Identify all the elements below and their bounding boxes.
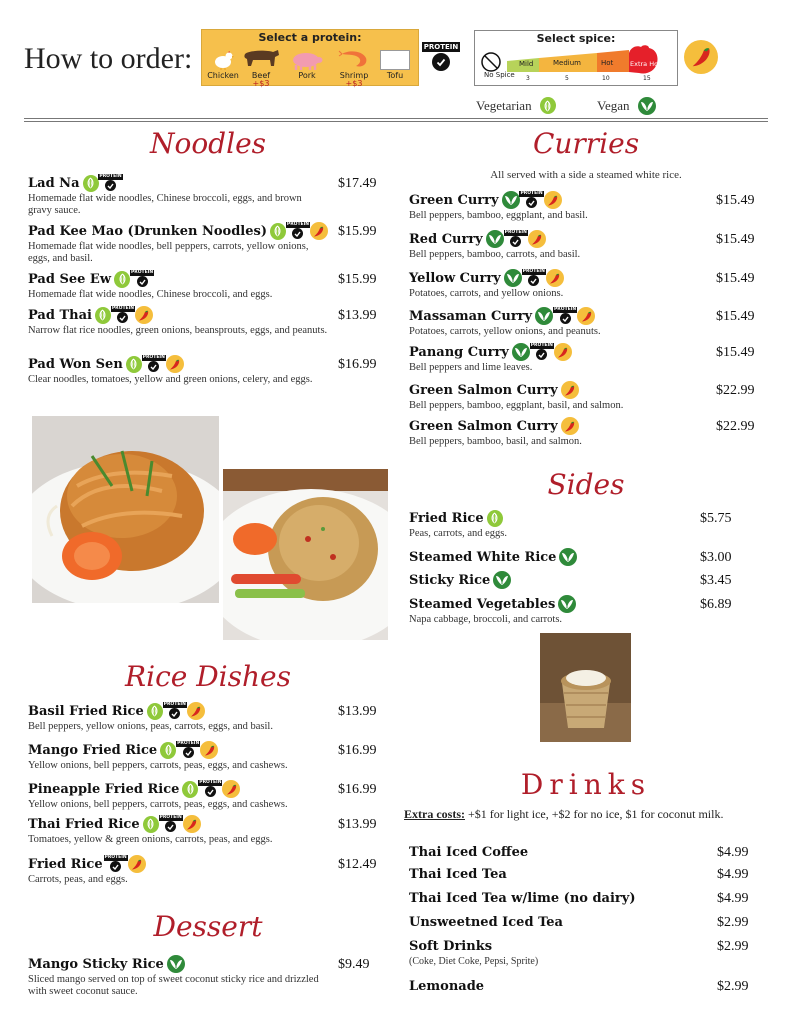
menu-item xyxy=(28,741,328,772)
protein-upcharge: +$3 xyxy=(345,79,363,88)
protein-name: Shrimp xyxy=(339,71,369,80)
vegetarian-icon xyxy=(83,175,99,192)
spice-selector xyxy=(474,30,678,86)
item-description: Potatoes, carrots, and yellow onions. xyxy=(409,288,564,299)
menu-item xyxy=(28,355,328,386)
item-description: Sliced mango served on top of sweet coconut sticky rice and drizzled with sweet coconut sauce. xyxy=(28,974,319,997)
chili-pepper-icon xyxy=(684,40,718,74)
item-price: $13.99 xyxy=(338,308,377,323)
protein-icon: PROTEIN xyxy=(506,230,526,248)
item-description: Yellow onions, bell peppers, carrots, peas, eggs, and cashews. xyxy=(28,760,288,771)
spice-level-hot: Hot xyxy=(601,59,614,67)
menu-item xyxy=(409,417,709,448)
item-icons xyxy=(126,355,184,373)
protein-icon: PROTEIN xyxy=(522,191,542,209)
protein-selector-title: Select a protein: xyxy=(258,31,362,44)
section-title-dessert: Dessert xyxy=(153,910,263,943)
item-icons xyxy=(270,222,328,240)
vegan-icon xyxy=(502,191,520,209)
menu-item xyxy=(28,702,328,733)
item-price: $4.99 xyxy=(717,891,749,906)
item-price: $15.49 xyxy=(716,345,755,360)
item-price: $15.49 xyxy=(716,232,755,247)
item-icons xyxy=(502,191,562,209)
chili-pepper-icon xyxy=(128,855,146,873)
menu-item xyxy=(409,913,699,931)
section-title-rice-dishes: Rice Dishes xyxy=(125,660,291,693)
item-description: Bell peppers, bamboo, eggplant, and basil. xyxy=(409,210,588,221)
menu-item xyxy=(409,977,699,995)
protein-option-tofu xyxy=(374,46,416,80)
protein-name: Pork xyxy=(298,71,316,80)
spice-level-extra-hot: Extra Hot xyxy=(630,60,661,68)
menu-item xyxy=(28,306,328,337)
item-description: Bell peppers, bamboo, eggplant, basil, and salmon. xyxy=(409,400,624,411)
item-price: $15.49 xyxy=(716,193,755,208)
menu-item xyxy=(28,222,328,265)
item-price: $17.49 xyxy=(338,176,377,191)
item-icons xyxy=(561,381,579,399)
chili-pepper-icon xyxy=(528,230,546,248)
item-price: $16.99 xyxy=(338,357,377,372)
protein-icon: PROTEIN xyxy=(113,306,133,324)
menu-item xyxy=(28,174,328,217)
spice-number: 10 xyxy=(602,75,610,82)
chili-pepper-icon xyxy=(187,702,205,720)
protein-icon: PROTEIN xyxy=(555,307,575,325)
tofu-icon xyxy=(380,50,410,70)
item-description: Yellow onions, bell peppers, carrots, peas, eggs, and cashews. xyxy=(28,799,288,810)
check-icon xyxy=(432,53,450,71)
item-price: $16.99 xyxy=(338,782,377,797)
item-name: Pad Won Sen xyxy=(28,356,123,372)
protein-option-shrimp xyxy=(333,46,375,88)
item-price: $22.99 xyxy=(716,419,755,434)
item-description: Carrots, peas, and eggs. xyxy=(28,874,128,885)
vegetarian-icon xyxy=(114,271,130,288)
item-name: Thai Iced Tea w/lime (no dairy) xyxy=(409,890,636,906)
curries-subtitle: All served with a side a steamed white rice. xyxy=(490,169,682,181)
item-name: Massaman Curry xyxy=(409,308,533,324)
protein-icon: PROTEIN xyxy=(132,270,152,288)
menu-item xyxy=(28,780,328,811)
menu-item xyxy=(409,937,699,968)
chicken-icon xyxy=(212,50,234,70)
item-description: Bell peppers, yellow onions, peas, carrots, eggs, and basil. xyxy=(28,721,273,732)
legend-vegan xyxy=(597,97,656,115)
protein-upcharge: +$3 xyxy=(252,79,270,88)
vegan-icon xyxy=(535,307,553,325)
item-price: $13.99 xyxy=(338,817,377,832)
vegetarian-icon xyxy=(147,703,163,720)
spice-level-mild: Mild xyxy=(519,60,534,68)
item-name: Unsweetned Iced Tea xyxy=(409,914,563,930)
item-description: Homemade flat wide noodles, Chinese broccoli, eggs, and brown gravy sauce. xyxy=(28,193,302,216)
menu-item xyxy=(409,548,699,566)
item-price: $2.99 xyxy=(717,979,749,994)
protein-icon: PROTEIN xyxy=(144,355,164,373)
protein-icon: PROTEIN xyxy=(200,780,220,798)
protein-icon: PROTEIN xyxy=(161,815,181,833)
item-description: (Coke, Diet Coke, Pepsi, Sprite) xyxy=(409,956,539,967)
menu-item xyxy=(409,595,699,626)
spice-number: 5 xyxy=(565,75,569,82)
item-price: $4.99 xyxy=(717,845,749,860)
item-icons xyxy=(512,343,572,361)
menu-item xyxy=(28,955,328,998)
item-name: Sticky Rice xyxy=(409,572,491,588)
item-icons xyxy=(143,815,201,833)
item-price: $6.89 xyxy=(700,597,732,612)
menu-item xyxy=(409,230,709,261)
menu-item xyxy=(409,889,709,907)
item-name: Mango Sticky Rice xyxy=(28,956,164,972)
item-name: Fried Rice xyxy=(28,856,103,872)
protein-icon: PROTEIN xyxy=(178,741,198,759)
pork-pig-icon xyxy=(290,50,324,70)
item-name: Red Curry xyxy=(409,231,483,247)
legend-vegetarian xyxy=(476,97,556,114)
vegan-icon xyxy=(512,343,530,361)
menu-item xyxy=(409,865,699,883)
legend-label: Vegetarian xyxy=(476,97,532,113)
item-icons xyxy=(493,571,511,589)
vegan-icon xyxy=(559,548,577,566)
section-title-noodles: Noodles xyxy=(149,127,267,160)
item-name: Thai Fried Rice xyxy=(28,816,140,832)
item-price: $13.99 xyxy=(338,704,377,719)
chili-pepper-icon xyxy=(200,741,218,759)
item-name: Lad Na xyxy=(28,175,80,191)
vegetarian-icon xyxy=(160,742,176,759)
item-name: Green Curry xyxy=(409,192,499,208)
item-icons xyxy=(95,306,153,324)
vegan-icon xyxy=(167,955,185,973)
item-icons xyxy=(540,97,556,114)
item-icons xyxy=(83,174,121,192)
spice-level-medium: Medium xyxy=(553,59,581,67)
item-name: Mango Fried Rice xyxy=(28,742,158,758)
item-price: $3.45 xyxy=(700,573,732,588)
section-title-drinks: Drinks xyxy=(520,768,652,801)
protein-option-pork xyxy=(286,46,328,80)
item-icons xyxy=(487,510,503,527)
protein-icon: PROTEIN xyxy=(106,855,126,873)
item-name: Pad See Ew xyxy=(28,271,112,287)
protein-icon: PROTEIN xyxy=(165,702,185,720)
item-description: Bell peppers, bamboo, basil, and salmon. xyxy=(409,436,582,447)
menu-item xyxy=(409,307,709,338)
item-name: Green Salmon Curry xyxy=(409,382,558,398)
item-icons xyxy=(558,595,576,613)
protein-name: Tofu xyxy=(386,71,404,80)
item-icons xyxy=(106,855,146,873)
vegetarian-icon xyxy=(182,781,198,798)
page-title: How to order: xyxy=(24,42,193,75)
protein-option-beef xyxy=(240,46,282,88)
item-price: $15.99 xyxy=(338,272,377,287)
item-name: Pineapple Fried Rice xyxy=(28,781,180,797)
protein-icon: PROTEIN xyxy=(524,269,544,287)
protein-icon: PROTEIN xyxy=(288,222,308,240)
item-icons xyxy=(486,230,546,248)
item-icons xyxy=(561,417,579,435)
menu-item xyxy=(409,571,699,589)
chili-pepper-icon xyxy=(310,222,328,240)
extra-costs-text: +$1 for light ice, +$2 for no ice, $1 for coconut milk. xyxy=(467,807,724,821)
item-name: Soft Drinks xyxy=(409,938,493,954)
item-description: Peas, carrots, and eggs. xyxy=(409,528,507,539)
item-icons xyxy=(160,741,218,759)
item-price: $15.49 xyxy=(716,309,755,324)
menu-item xyxy=(409,343,709,374)
item-price: $2.99 xyxy=(717,915,749,930)
protein-option-chicken xyxy=(202,46,244,80)
protein-icon: PROTEIN xyxy=(532,343,552,361)
item-name: Pad Thai xyxy=(28,307,92,323)
vegetarian-icon xyxy=(270,223,286,240)
item-description: Bell peppers, bamboo, carrots, and basil. xyxy=(409,249,581,260)
thai-fried-rice-photo xyxy=(223,469,388,640)
chili-pepper-icon xyxy=(546,269,564,287)
chili-pepper-icon xyxy=(561,417,579,435)
menu-item xyxy=(409,381,709,412)
item-icons xyxy=(504,269,564,287)
sticky-rice-photo xyxy=(540,633,631,742)
protein-name: Chicken xyxy=(207,71,239,80)
item-price: $2.99 xyxy=(717,939,749,954)
menu-item xyxy=(28,855,328,886)
item-name: Steamed Vegetables xyxy=(409,596,556,612)
chili-pepper-icon xyxy=(554,343,572,361)
item-description: Narrow flat rice noodles, green onions, beansprouts, eggs, and peanuts. xyxy=(28,325,328,336)
item-description: Homemade flat wide noodles, bell peppers, carrots, yellow onions, eggs, and basil. xyxy=(28,241,309,264)
spice-level-none: No Spice xyxy=(484,71,515,79)
legend-label: Vegan xyxy=(597,98,630,113)
item-price: $15.49 xyxy=(716,271,755,286)
vegan-icon xyxy=(486,230,504,248)
item-price: $3.00 xyxy=(700,550,732,565)
item-description: Potatoes, carrots, yellow onions, and peanuts. xyxy=(409,326,601,337)
item-name: Fried Rice xyxy=(409,510,484,526)
vegetarian-icon xyxy=(126,356,142,373)
item-price: $16.99 xyxy=(338,743,377,758)
item-icons xyxy=(638,97,656,115)
item-icons xyxy=(114,270,152,288)
vegan-icon xyxy=(638,97,656,115)
chili-pepper-icon xyxy=(183,815,201,833)
protein-badge xyxy=(424,42,458,71)
item-name: Lemonade xyxy=(409,978,485,994)
protein-icon: PROTEIN xyxy=(101,174,121,192)
protein-badge-label: PROTEIN xyxy=(423,43,459,51)
vegetarian-icon xyxy=(95,307,111,324)
beef-cow-icon xyxy=(241,46,281,70)
item-name: Panang Curry xyxy=(409,344,509,360)
item-icons xyxy=(559,548,577,566)
item-price: $15.99 xyxy=(338,224,377,239)
item-description: Bell peppers and lime leaves. xyxy=(409,362,533,373)
chili-pepper-icon xyxy=(222,780,240,798)
item-name: Basil Fried Rice xyxy=(28,703,144,719)
item-price: $12.49 xyxy=(338,857,377,872)
chili-pepper-icon xyxy=(135,306,153,324)
vegan-icon xyxy=(493,571,511,589)
section-title-curries: Curries xyxy=(532,127,640,160)
vegan-icon xyxy=(504,269,522,287)
drinks-extra-costs xyxy=(404,807,723,822)
item-price: $5.75 xyxy=(700,511,732,526)
menu-item xyxy=(409,509,699,540)
chili-pepper-icon xyxy=(166,355,184,373)
item-description: Tomatoes, yellow & green onions, carrots, peas, and eggs. xyxy=(28,834,273,845)
protein-name: Beef xyxy=(251,71,271,80)
chili-pepper-icon xyxy=(577,307,595,325)
item-name: Thai Iced Tea xyxy=(409,866,507,882)
shrimp-icon xyxy=(338,48,370,70)
vegetarian-icon xyxy=(143,816,159,833)
item-icons xyxy=(535,307,595,325)
item-icons xyxy=(182,780,240,798)
divider xyxy=(24,118,768,122)
chili-pepper-icon xyxy=(544,191,562,209)
item-price: $9.49 xyxy=(338,957,370,972)
item-description: Homemade flat wide noodles, Chinese broccoli, and eggs. xyxy=(28,289,273,300)
item-price: $4.99 xyxy=(717,867,749,882)
item-price: $22.99 xyxy=(716,383,755,398)
extra-costs-label: Extra costs: xyxy=(404,807,465,821)
menu-item xyxy=(409,269,709,300)
item-name: Thai Iced Coffee xyxy=(409,844,529,860)
item-description: Clear noodles, tomatoes, yellow and green onions, celery, and eggs. xyxy=(28,374,313,385)
vegan-icon xyxy=(558,595,576,613)
protein-selector xyxy=(201,29,419,86)
item-name: Green Salmon Curry xyxy=(409,418,558,434)
vegetarian-icon xyxy=(540,97,556,114)
spice-selector-title: Select spice: xyxy=(536,32,616,45)
item-icons xyxy=(147,702,205,720)
item-name: Pad Kee Mao (Drunken Noodles) xyxy=(28,223,267,239)
item-description: Napa cabbage, broccoli, and carrots. xyxy=(409,614,563,625)
item-name: Yellow Curry xyxy=(409,270,501,286)
spice-number: 15 xyxy=(643,75,651,82)
menu-item xyxy=(28,815,328,846)
item-name: Steamed White Rice xyxy=(409,549,557,565)
chili-pepper-icon xyxy=(561,381,579,399)
vegetarian-icon xyxy=(487,510,503,527)
spice-number: 3 xyxy=(526,75,530,82)
pad-thai-photo xyxy=(32,416,219,603)
section-title-sides: Sides xyxy=(547,468,625,501)
item-icons xyxy=(167,955,185,973)
menu-item xyxy=(28,270,328,301)
menu-item xyxy=(409,191,709,222)
menu-item xyxy=(409,843,699,861)
